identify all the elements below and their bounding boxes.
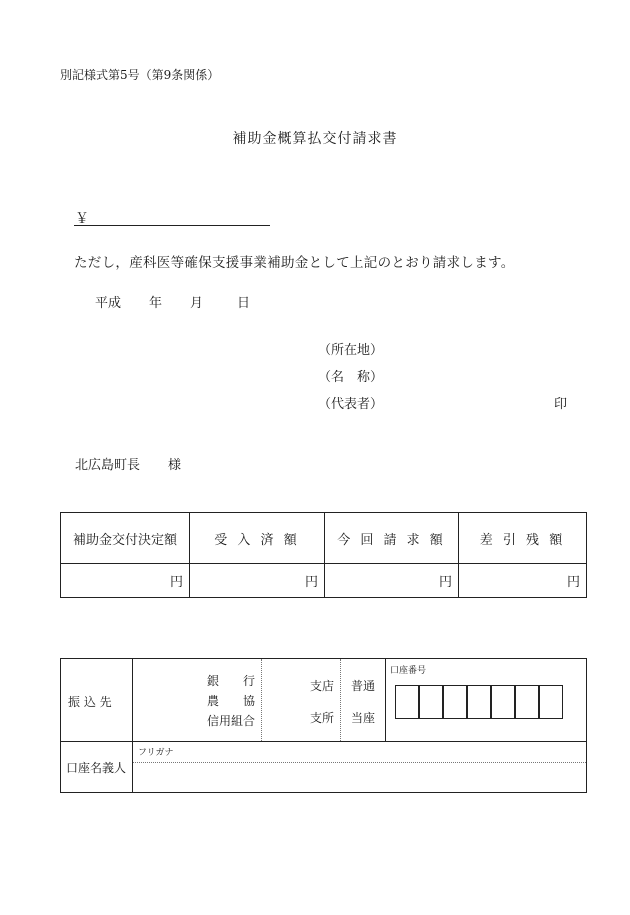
remaining-balance-cell[interactable] <box>459 564 587 598</box>
document-title: 補助金概算払交付請求書 <box>232 131 398 147</box>
form-reference: 別記様式第5号（第9条関係） <box>60 68 220 82</box>
account-holder-field[interactable] <box>133 763 586 792</box>
received-amount-cell[interactable] <box>190 564 325 598</box>
account-digit-7[interactable] <box>539 685 563 719</box>
divider <box>61 741 586 742</box>
bank-type-bank[interactable]: 銀 行 <box>207 674 256 688</box>
applicant-representative-label: （代表者） <box>318 397 384 412</box>
header-current-request: 今 回 請 求 額 <box>325 513 459 564</box>
date-year-label: 年 <box>149 296 163 311</box>
yen-unit: 円 <box>304 575 318 590</box>
applicant-name-label: （名 称） <box>318 370 384 385</box>
account-digit-4[interactable] <box>467 685 491 719</box>
account-digit-2[interactable] <box>419 685 443 719</box>
amount-table <box>60 512 587 598</box>
account-type-ordinary[interactable]: 普通 <box>351 679 376 693</box>
account-digit-5[interactable] <box>491 685 515 719</box>
date-month-label: 月 <box>190 296 204 311</box>
account-number-label: 口座番号 <box>390 666 427 676</box>
branch-label-shiten[interactable]: 支店 <box>310 679 335 693</box>
addressee-honorific: 様 <box>168 458 182 473</box>
seal-mark: 印 <box>554 397 568 412</box>
account-digit-3[interactable] <box>443 685 467 719</box>
header-remaining-balance: 差 引 残 額 <box>459 513 587 564</box>
transfer-destination-label: 振 込 先 <box>68 695 112 709</box>
branch-label-shisho[interactable]: 支所 <box>310 711 335 725</box>
amount-field-line[interactable] <box>74 225 270 226</box>
yen-unit: 円 <box>169 575 183 590</box>
yen-unit: 円 <box>566 575 580 590</box>
date-day-label: 日 <box>237 296 251 311</box>
bank-transfer-table <box>60 658 587 793</box>
account-type-current[interactable]: 当座 <box>351 711 376 725</box>
account-digit-6[interactable] <box>515 685 539 719</box>
addressee-name: 北広島町長 <box>75 458 141 473</box>
account-digit-1[interactable] <box>395 685 419 719</box>
header-decided-amount: 補助金交付決定額 <box>61 513 190 564</box>
current-request-cell[interactable] <box>325 564 459 598</box>
yen-unit: 円 <box>438 575 452 590</box>
bank-type-credit-union[interactable]: 信用組合 <box>207 714 256 728</box>
header-received-amount: 受 入 済 額 <box>190 513 325 564</box>
divider <box>261 659 262 741</box>
furigana-field[interactable] <box>133 743 586 762</box>
bank-type-agri-coop[interactable]: 農 協 <box>207 694 256 708</box>
request-statement: ただし，産科医等確保支援事業補助金として上記のとおり請求します。 <box>74 255 515 271</box>
decided-amount-cell[interactable] <box>61 564 190 598</box>
furigana-label: フリガナ <box>138 748 174 758</box>
applicant-address-label: （所在地） <box>318 343 384 358</box>
divider <box>385 659 386 741</box>
yen-symbol: ￥ <box>75 211 89 227</box>
account-holder-label: 口座名義人 <box>66 761 127 775</box>
divider <box>340 659 341 741</box>
date-era: 平成 <box>95 296 122 311</box>
